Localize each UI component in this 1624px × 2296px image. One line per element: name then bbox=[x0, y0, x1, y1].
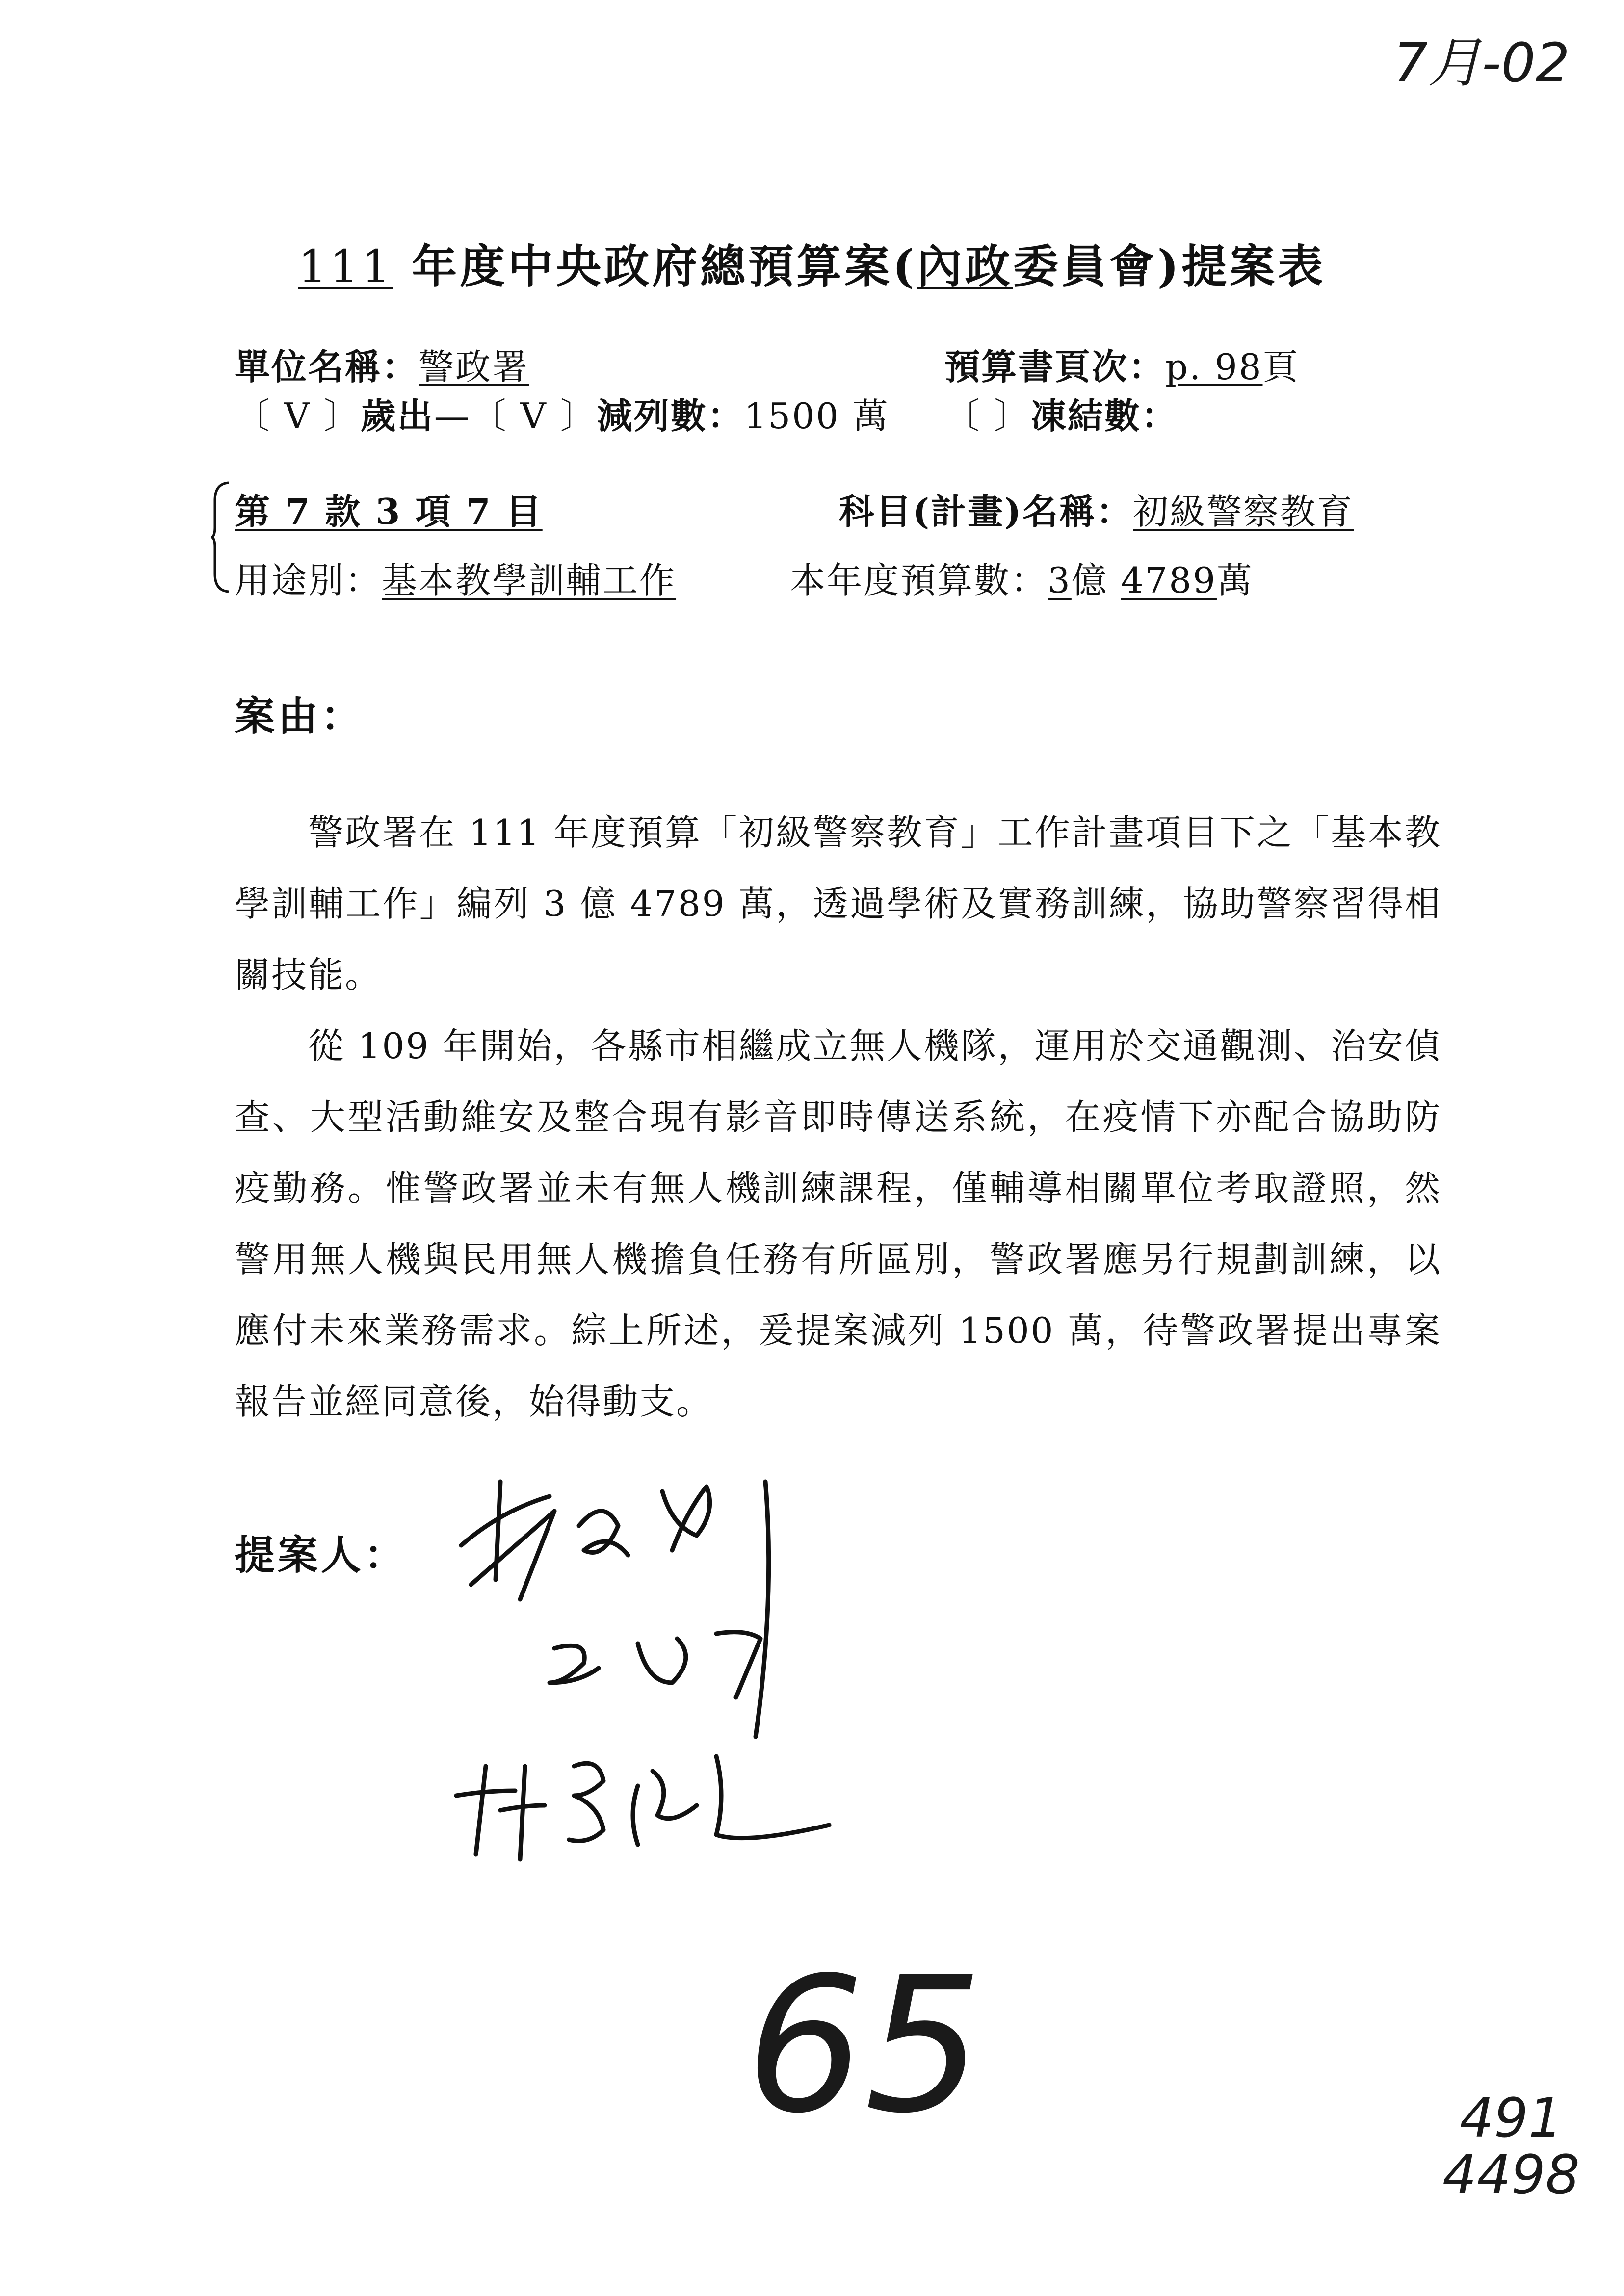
page-title bbox=[0, 231, 1624, 295]
page-number: 65 bbox=[746, 1937, 983, 2154]
purpose-label: 用途別： bbox=[235, 560, 382, 601]
unit-label: 單位名稱： bbox=[235, 346, 419, 388]
reduction-checkbox: 〔 V 〕 bbox=[471, 395, 597, 437]
reason-body bbox=[235, 797, 1441, 1437]
bottom-note-bottom: 4498 bbox=[1442, 2143, 1580, 2206]
annual-budget-label: 本年度預算數： bbox=[790, 560, 1048, 601]
unit-value: 警政署 bbox=[419, 346, 529, 388]
subject-field bbox=[839, 483, 1354, 534]
proposer-label: 提案人： bbox=[235, 1532, 408, 1579]
budget-page-suffix: 頁 bbox=[1262, 346, 1300, 388]
freeze-label: 凍結數： bbox=[1030, 395, 1178, 437]
title-committee: 內政 bbox=[917, 240, 1013, 293]
reduction-label: 減列數： bbox=[597, 395, 744, 437]
item-code-value: 第 7 款 3 項 7 目 bbox=[235, 491, 543, 532]
unit-field bbox=[235, 339, 529, 390]
left-brace bbox=[211, 481, 231, 594]
expenditure-checkbox: 〔 V 〕 bbox=[235, 395, 361, 437]
bottom-note-top: 491 bbox=[1459, 2087, 1563, 2149]
reduction-value: 1500 萬 bbox=[744, 395, 890, 437]
subject-value: 初級警察教育 bbox=[1133, 491, 1354, 532]
title-year: 111 bbox=[298, 240, 393, 293]
budget-page-field bbox=[944, 339, 1300, 390]
annual-budget-field bbox=[790, 552, 1254, 603]
title-suffix: )提案表 bbox=[1157, 240, 1326, 293]
annual-budget-u2: 萬 bbox=[1216, 560, 1254, 601]
purpose-value: 基本教學訓輔工作 bbox=[382, 560, 677, 601]
reason-paragraph-2: 從 109 年開始，各縣市相繼成立無人機隊，運用於交通觀測、治安偵查、大型活動維安及整合現有影音即時傳送系統，在疫情下亦配合協助防疫勤務。惟警政署並未有無人機訓練課程，僅輔導相關單位考取證照，然警用無人機與民用無人機擔負任務有所區別，警政署應另行規劃訓練，以應付未來業務需求。綜上所述，爰提案減列 1500 萬，待警政署提出專案報告並經同意後，始得動支。 bbox=[235, 1025, 1441, 1422]
corner-handwritten-note: 7月-02 bbox=[1393, 31, 1570, 94]
item-code bbox=[235, 483, 543, 534]
expenditure-dash: — bbox=[434, 395, 471, 437]
annual-budget-u1: 億 bbox=[1071, 560, 1108, 601]
budget-page-value: p. 98 bbox=[1165, 346, 1263, 388]
freeze-checkbox: 〔 〕 bbox=[944, 395, 1031, 437]
annual-budget-v2: 4789 bbox=[1121, 560, 1217, 601]
freeze-field bbox=[944, 388, 1178, 439]
subject-label: 科目(計畫)名稱： bbox=[839, 491, 1133, 532]
title-committee-rest: 委員會 bbox=[1013, 240, 1157, 293]
proposer-signatures bbox=[442, 1452, 932, 1894]
purpose-field bbox=[235, 552, 676, 603]
reason-heading: 案由： bbox=[235, 693, 365, 740]
expenditure-label: 歲出 bbox=[360, 395, 434, 437]
title-text: 年度中央政府總預算案( bbox=[412, 240, 917, 293]
annual-budget-v1: 3 bbox=[1048, 560, 1072, 601]
budget-page-label: 預算書頁次： bbox=[944, 346, 1166, 388]
bottom-note bbox=[1442, 2087, 1580, 2206]
reason-paragraph-1: 警政署在 111 年度預算「初級警察教育」工作計畫項目下之「基本教學訓輔工作」編列 3 億 4789 萬，透過學術及實務訓練，協助警察習得相關技能。 bbox=[235, 812, 1441, 995]
expenditure-field bbox=[235, 388, 890, 439]
